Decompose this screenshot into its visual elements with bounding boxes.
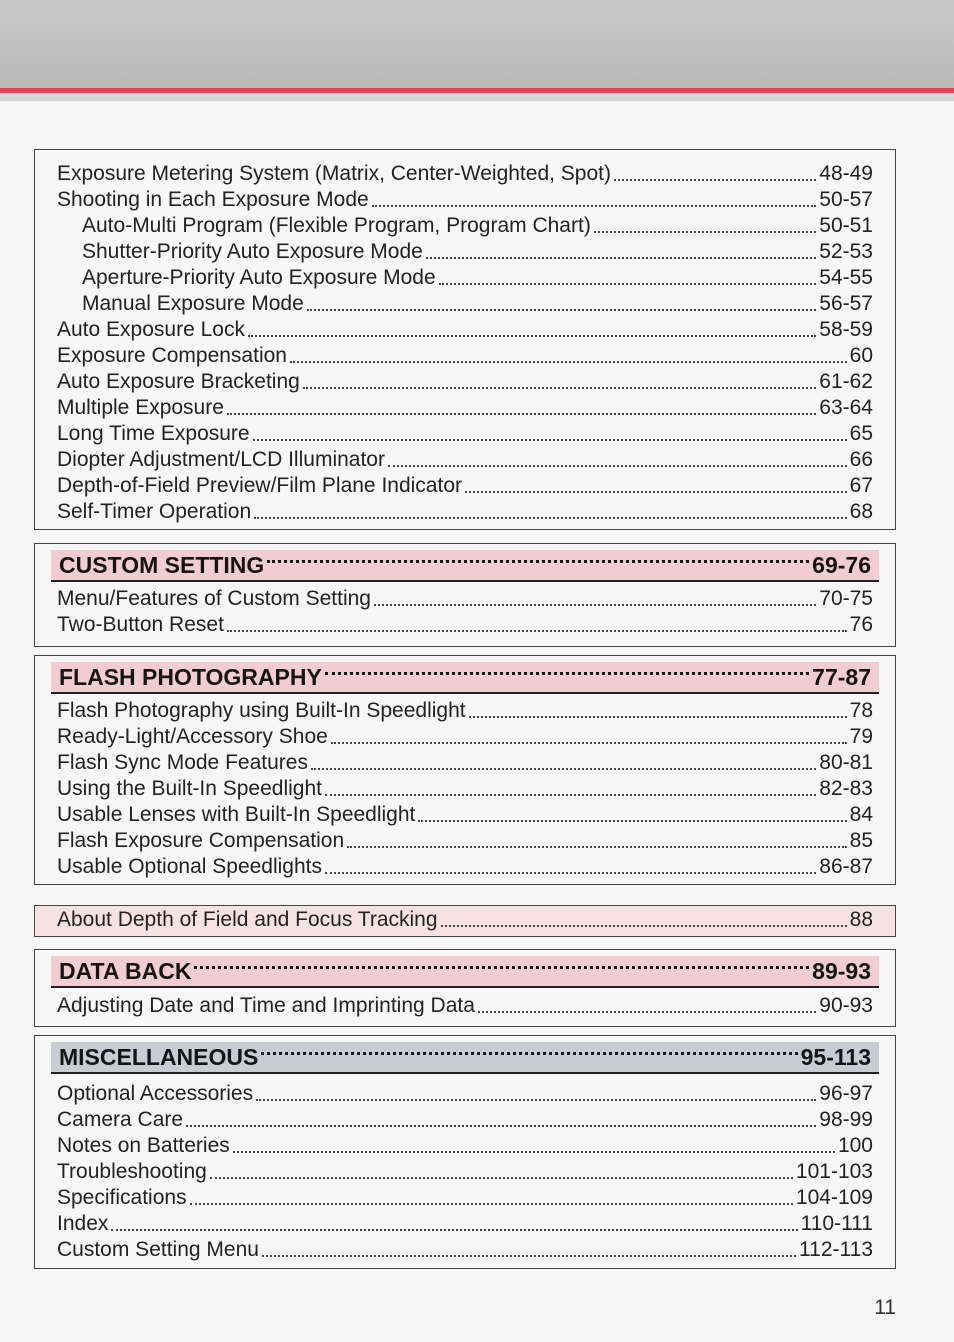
toc-entry[interactable]: Shooting in Each Exposure Mode 50-57 bbox=[57, 188, 873, 211]
toc-entry[interactable]: Self-Timer Operation 68 bbox=[57, 500, 873, 523]
toc-entry[interactable]: Index 110-111 bbox=[57, 1212, 873, 1235]
toc-entry[interactable]: Optional Accessories 96-97 bbox=[57, 1082, 873, 1105]
toc-subentry[interactable]: Auto-Multi Program (Flexible Program, Program Chart) 50-51 bbox=[82, 214, 873, 237]
toc-box-exposure bbox=[34, 149, 896, 530]
toc-box-custom-setting bbox=[34, 543, 896, 647]
toc-entry[interactable]: Auto Exposure Lock 58-59 bbox=[57, 318, 873, 341]
toc-box-data-back bbox=[34, 949, 896, 1027]
section-header-data-back[interactable]: DATA BACK 89-93 bbox=[51, 956, 879, 988]
section-header-miscellaneous[interactable]: MISCELLANEOUS 95-113 bbox=[51, 1042, 879, 1074]
toc-entry[interactable]: Menu/Features of Custom Setting 70-75 bbox=[57, 587, 873, 610]
toc-box-flash-photography bbox=[34, 655, 896, 885]
toc-entry[interactable]: Flash Sync Mode Features 80-81 bbox=[57, 751, 873, 774]
toc-entry[interactable]: Depth-of-Field Preview/Film Plane Indicator 67 bbox=[57, 474, 873, 497]
toc-entry[interactable]: Long Time Exposure 65 bbox=[57, 422, 873, 445]
toc-box-miscellaneous bbox=[34, 1035, 896, 1269]
toc-box-depth-of-field bbox=[34, 905, 896, 937]
page-number: 11 bbox=[874, 1296, 896, 1319]
toc-entry[interactable]: Using the Built-In Speedlight 82-83 bbox=[57, 777, 873, 800]
toc-entry[interactable]: Exposure Metering System (Matrix, Center-Weighted, Spot) 48-49 bbox=[57, 162, 873, 185]
toc-entry[interactable]: Flash Exposure Compensation 85 bbox=[57, 829, 873, 852]
toc-entry[interactable]: Usable Optional Speedlights 86-87 bbox=[57, 855, 873, 878]
toc-entry[interactable]: Ready-Light/Accessory Shoe 79 bbox=[57, 725, 873, 748]
top-gray-band bbox=[0, 0, 954, 88]
toc-entry[interactable]: Camera Care 98-99 bbox=[57, 1108, 873, 1131]
toc-subentry[interactable]: Manual Exposure Mode 56-57 bbox=[82, 292, 873, 315]
section-header-custom-setting[interactable]: CUSTOM SETTING 69-76 bbox=[51, 550, 879, 582]
toc-entry[interactable]: Adjusting Date and Time and Imprinting Data 90-93 bbox=[57, 994, 873, 1017]
toc-entry[interactable]: Two-Button Reset 76 bbox=[57, 613, 873, 636]
toc-subentry[interactable]: Shutter-Priority Auto Exposure Mode 52-53 bbox=[82, 240, 873, 263]
toc-subentry[interactable]: Aperture-Priority Auto Exposure Mode 54-55 bbox=[82, 266, 873, 289]
toc-entry[interactable]: Multiple Exposure 63-64 bbox=[57, 396, 873, 419]
toc-entry[interactable]: About Depth of Field and Focus Tracking 88 bbox=[57, 908, 873, 931]
toc-entry[interactable]: Diopter Adjustment/LCD Illuminator 66 bbox=[57, 448, 873, 471]
toc-entry[interactable]: Exposure Compensation 60 bbox=[57, 344, 873, 367]
toc-entry[interactable]: Custom Setting Menu 112-113 bbox=[57, 1238, 873, 1261]
toc-entry[interactable]: Flash Photography using Built-In Speedlight 78 bbox=[57, 699, 873, 722]
toc-entry[interactable]: Notes on Batteries 100 bbox=[57, 1134, 873, 1157]
toc-entry[interactable]: Troubleshooting 101-103 bbox=[57, 1160, 873, 1183]
top-light-band bbox=[0, 93, 954, 101]
toc-entry[interactable]: Auto Exposure Bracketing 61-62 bbox=[57, 370, 873, 393]
toc-entry[interactable]: Specifications 104-109 bbox=[57, 1186, 873, 1209]
section-header-flash-photography[interactable]: FLASH PHOTOGRAPHY 77-87 bbox=[51, 662, 879, 694]
toc-entry[interactable]: Usable Lenses with Built-In Speedlight 84 bbox=[57, 803, 873, 826]
